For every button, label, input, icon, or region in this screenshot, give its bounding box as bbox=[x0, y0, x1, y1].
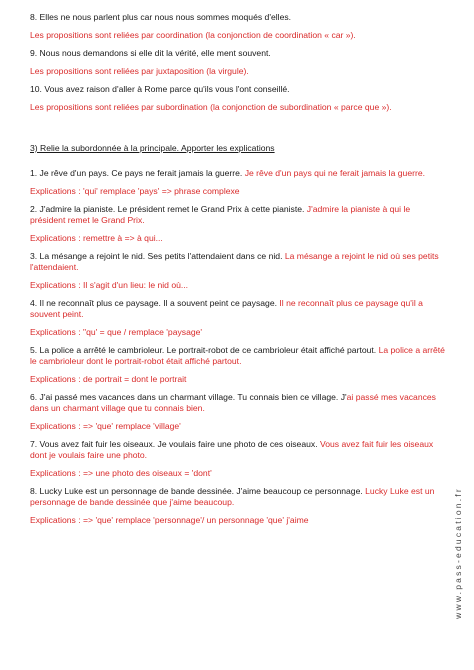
explanation-3: Explications : Il s'agit d'un lieu: le nid où... bbox=[30, 280, 189, 290]
answer: Je rêve d'un pays qui ne ferait jamais la guerre. bbox=[244, 168, 425, 178]
exercise-item-4 bbox=[30, 298, 446, 320]
answer: Il ne reconnaît plus ce paysage qu'il a souvent peint. bbox=[30, 298, 423, 319]
section-heading: 3) Relie la subordonnée à la principale. Apporter les explications bbox=[30, 143, 275, 153]
exercise-item-7 bbox=[30, 439, 446, 461]
watermark-url bbox=[452, 478, 464, 628]
sentence: 6. J'ai passé mes vacances dans un charmant village. Tu connais bien ce village. J' bbox=[30, 392, 347, 402]
sentence: 7. Vous avez fait fuir les oiseaux. Je voulais faire une photo de ces oiseaux. bbox=[30, 439, 320, 449]
exercise-item-6 bbox=[30, 392, 446, 414]
answer: Vous avez fait fuir les oiseaux dont je voulais faire une photo. bbox=[30, 439, 434, 460]
answer: ai passé mes vacances dans un charmant village que tu connais bien. bbox=[30, 392, 436, 413]
sentence: 2. J'admire la pianiste. Le président remet le Grand Prix à cette pianiste. bbox=[30, 204, 307, 214]
document-page bbox=[30, 12, 446, 526]
explanation-5: Explications : de portrait = dont le portrait bbox=[30, 374, 187, 384]
watermark-text: www.pass-education.fr bbox=[453, 487, 463, 619]
answer-10: Les propositions sont reliées par subordination (la conjonction de subordination « parce que »). bbox=[30, 102, 392, 112]
answer-8: Les propositions sont reliées par coordination (la conjonction de coordination « car »). bbox=[30, 30, 356, 40]
sentence: 5. La police a arrêté le cambrioleur. Le portrait-robot de ce cambrioleur était affiché partout. bbox=[30, 345, 379, 355]
explanation-8: Explications : => 'que' remplace 'personnage'/ un personnage 'que' j'aime bbox=[30, 515, 309, 525]
sentence: 3. La mésange a rejoint le nid. Ses petits l'attendaient dans ce nid. bbox=[30, 251, 285, 261]
answer: Lucky Luke est un personnage de bande dessinée que j'aime beaucoup. bbox=[30, 486, 435, 507]
exercise-item-1 bbox=[30, 168, 446, 179]
explanation-2: Explications : remettre à => à qui... bbox=[30, 233, 163, 243]
explanation-6: Explications : => 'que' remplace 'village' bbox=[30, 421, 181, 431]
exercise-item-2 bbox=[30, 204, 440, 226]
sentence-9: 9. Nous nous demandons si elle dit la vérité, elle ment souvent. bbox=[30, 48, 271, 58]
sentence-8: 8. Elles ne nous parlent plus car nous nous sommes moqués d'elles. bbox=[30, 12, 292, 22]
explanation-1: Explications : 'qui' remplace 'pays' => phrase complexe bbox=[30, 186, 240, 196]
explanation-7: Explications : => une photo des oiseaux = 'dont' bbox=[30, 468, 212, 478]
exercise-item-8 bbox=[30, 486, 446, 508]
sentence: 4. Il ne reconnaît plus ce paysage. Il a souvent peint ce paysage. bbox=[30, 298, 280, 308]
answer-9: Les propositions sont reliées par juxtaposition (la virgule). bbox=[30, 66, 249, 76]
answer: La mésange a rejoint le nid où ses petits l'attendaient. bbox=[30, 251, 439, 272]
exercise-item-3 bbox=[30, 251, 446, 273]
answer: J'admire la pianiste à qui le président remet le Grand Prix. bbox=[30, 204, 411, 225]
sentence-10: 10. Vous avez raison d'aller à Rome parce qu'ils vous l'ont conseillé. bbox=[30, 84, 290, 94]
sentence: 8. Lucky Luke est un personnage de bande dessinée. J'aime beaucoup ce personnage. bbox=[30, 486, 366, 496]
explanation-4: Explications : "qu' = que / remplace 'paysage' bbox=[30, 327, 203, 337]
answer: La police a arrêté le cambrioleur dont le portrait-robot était affiché partout. bbox=[30, 345, 445, 366]
sentence: 1. Je rêve d'un pays. Ce pays ne ferait jamais la guerre. bbox=[30, 168, 245, 178]
exercise-item-5 bbox=[30, 345, 446, 367]
